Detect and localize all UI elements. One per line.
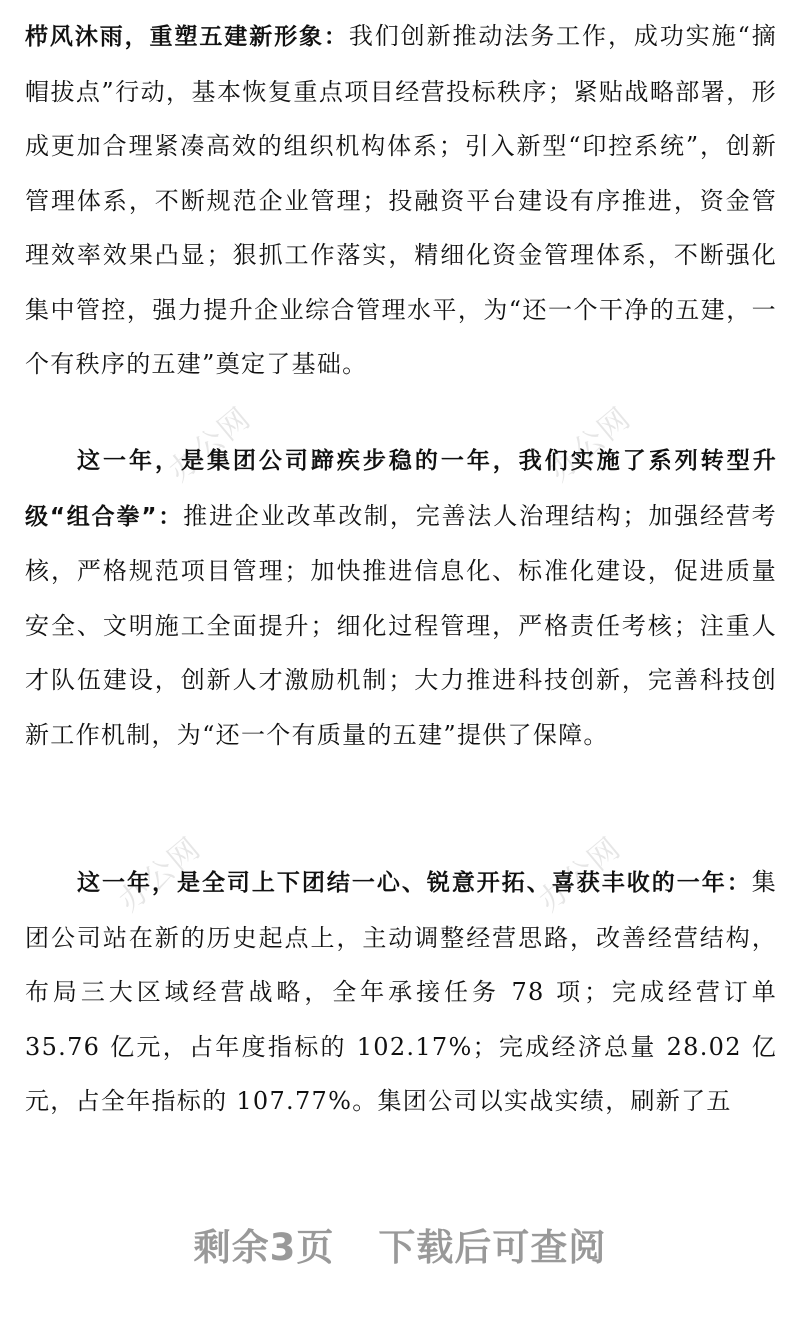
paragraph-body: 推进企业改革改制，完善法人治理结构；加强经营考核，严格规范项目管理；加快推进信息化、标准化建设，促进质量安全、文明施工全面提升；细化过程管理，严格责任考核；注重人才队伍建设，创新人才激励机制；大力推进科技创新，完善科技创新工作机制，为“还一个有质量的五建”提供了保障。 bbox=[25, 501, 777, 749]
paragraph-lead: 这一年，是全司上下团结一心、锐意开拓、喜获丰收的一年： bbox=[77, 870, 752, 896]
watermark: 办公网 bbox=[542, 400, 639, 489]
download-to-view-label[interactable]: 下载后可查阅 bbox=[378, 1226, 607, 1269]
watermark: 办公网 bbox=[532, 830, 629, 919]
watermark: 办公网 bbox=[162, 400, 259, 489]
paragraph-body: 集团公司站在新的历史起点上，主动调整经营思路，改善经营结构，布局三大区域经营战略，全年承接任务 78 项；完成经营订单 35.76 亿元，占年度指标的 102.17%；完成经济总量 28.02 亿元，占全年指标的 107.77%。集团公司以实战实绩，刷新了五 bbox=[25, 868, 777, 1115]
watermark: 办公网 bbox=[112, 830, 209, 919]
paragraph-lead: 栉风沐雨，重塑五建新形象： bbox=[25, 24, 349, 50]
paragraph bbox=[25, 855, 777, 1129]
download-prompt[interactable] bbox=[0, 1217, 800, 1271]
paragraph-lead: 这一年，是集团公司蹄疾步稳的一年，我们实施了系列转型升级“组合拳”： bbox=[25, 448, 777, 530]
paragraph bbox=[25, 433, 777, 762]
paragraph-body: 我们创新推动法务工作，成功实施“摘帽拔点”行动，基本恢复重点项目经营投标秩序；紧贴战略部署，形成更加合理紧凑高效的组织机构体系；引入新型“印控系统”，创新管理体系，不断规范企业管理；投融资平台建设有序推进，资金管理效率效果凸显；狠抓工作落实，精细化资金管理体系，不断强化集中管控，强力提升企业综合管理水平，为“还一个干净的五建，一个有秩序的五建”奠定了基础。 bbox=[25, 22, 777, 378]
paragraph bbox=[25, 9, 777, 392]
remaining-pages-label: 剩余3页 bbox=[193, 1226, 335, 1269]
